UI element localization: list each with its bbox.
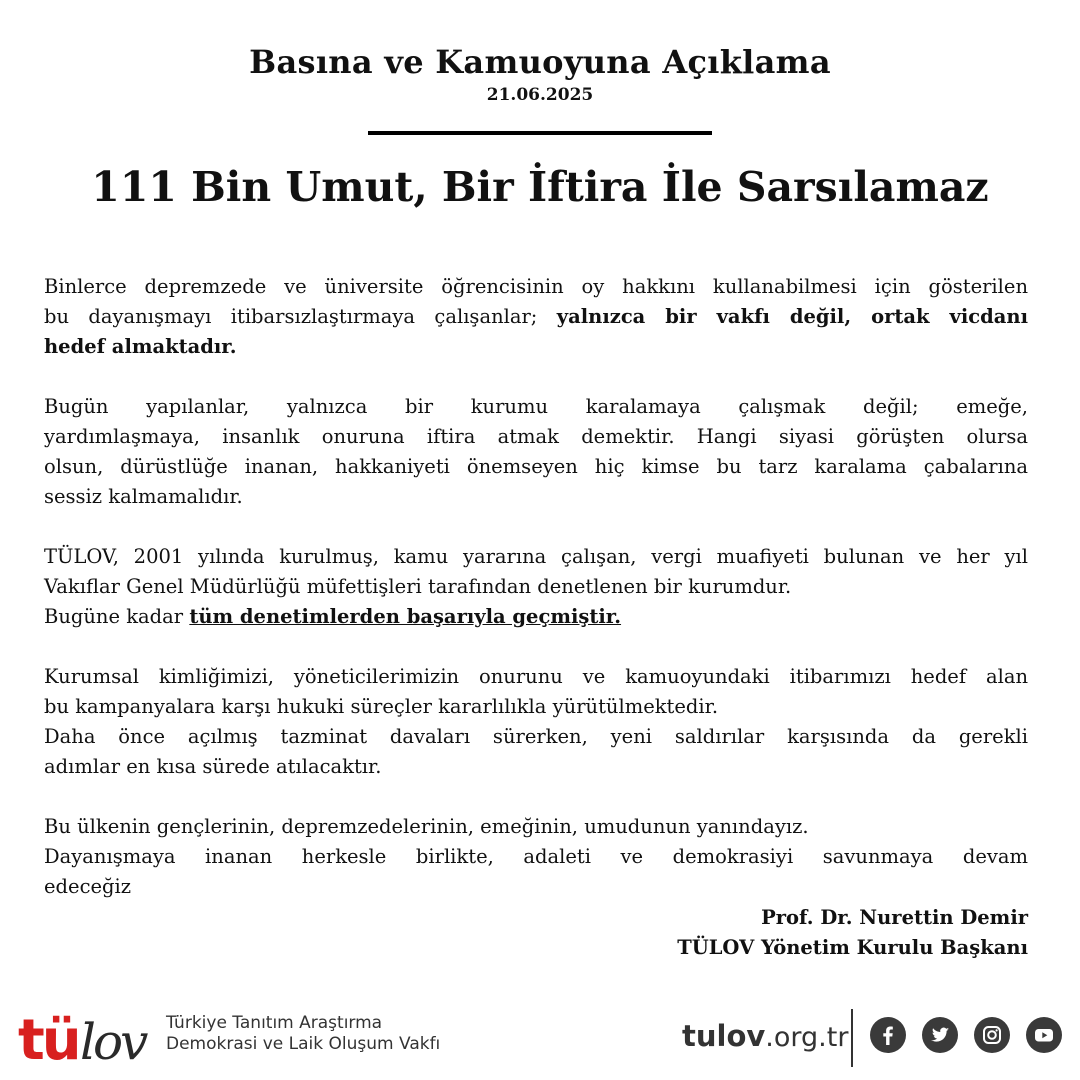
paragraph-line: Vakıflar Genel Müdürlüğü müfettişleri tarafından denetlenen bir kurumdur.: [44, 575, 792, 598]
paragraph-3: [44, 542, 1028, 632]
site-name: tulov: [682, 1019, 766, 1053]
twitter-icon[interactable]: [922, 1017, 958, 1053]
footer-divider: [851, 1009, 853, 1067]
svg-text:lov: lov: [80, 1013, 146, 1065]
signatory-name: Prof. Dr. Nurettin Demir: [761, 906, 1028, 929]
paragraph-line: edeceğiz: [44, 875, 132, 898]
paragraph-line: Binlerce depremzede ve üniversite öğrencisinin oy hakkını kullanabilmesi için gösterilen: [44, 275, 1028, 298]
statement-body: [44, 272, 1028, 932]
youtube-icon[interactable]: [1026, 1017, 1062, 1053]
paragraph-line: Bu ülkenin gençlerinin, depremzedelerinin, emeğinin, umudunun yanındayız.: [44, 815, 809, 838]
underlined-segment: tüm denetimlerden başarıyla geçmiştir.: [189, 605, 622, 628]
paragraph-line: TÜLOV, 2001 yılında kurulmuş, kamu yararına çalışan, vergi muafiyeti bulunan ve her yıl: [44, 545, 1028, 568]
facebook-icon[interactable]: [870, 1017, 906, 1053]
paragraph-line: [44, 302, 1028, 332]
tulov-logo-graphic: [18, 1005, 168, 1065]
signature-block: [677, 903, 1028, 963]
text-segment: bu dayanışmayı itibarsızlaştırmaya çalışanlar;: [44, 305, 557, 328]
foundation-name-line1: Türkiye Tanıtım Araştırma: [166, 1013, 383, 1033]
paragraph-line: Kurumsal kimliğimizi, yöneticilerimizin onurunu ve kamuoyundaki itibarımızı hedef alan: [44, 665, 1028, 688]
paragraph-5: [44, 812, 1028, 902]
paragraph-line: Daha önce açılmış tazminat davaları sürerken, yeni saldırılar karşısında da gerekli: [44, 725, 1028, 748]
website-link[interactable]: [682, 1019, 848, 1055]
headline: 111 Bin Umut, Bir İftira İle Sarsılamaz: [91, 163, 989, 211]
youtube-glyph: [1026, 1017, 1062, 1053]
paragraph-line: adımlar en kısa sürede atılacaktır.: [44, 755, 382, 778]
paragraph-line: Dayanışmaya inanan herkesle birlikte, adaleti ve demokrasiyi savunmaya devam: [44, 845, 1028, 868]
footer: [0, 1005, 1080, 1080]
paragraph-line: sessiz kalmamalıdır.: [44, 485, 243, 508]
twitter-glyph: [922, 1017, 958, 1053]
signatory-role: TÜLOV Yönetim Kurulu Başkanı: [677, 936, 1028, 959]
bold-segment: yalnızca bir vakfı değil, ortak vicdanı: [556, 305, 1028, 328]
statement-date: 21.06.2025: [486, 85, 594, 105]
svg-text:tü: tü: [18, 1008, 79, 1065]
statement-title: Basına ve Kamuoyuna Açıklama: [249, 43, 831, 81]
instagram-glyph: [974, 1017, 1010, 1053]
text-segment: Bugüne kadar: [44, 605, 190, 628]
site-tld: .org.tr: [765, 1022, 849, 1053]
foundation-name: [166, 1013, 440, 1055]
title-divider: [368, 131, 712, 135]
paragraph-4: [44, 662, 1028, 782]
paragraph-line: yardımlaşmaya, insanlık onuruna iftira atmak demektir. Hangi siyasi görüşten olursa: [44, 425, 1028, 448]
paragraph-line: olsun, dürüstlüğe inanan, hakkaniyeti önemseyen hiç kimse bu tarz karalama çabalarına: [44, 455, 1028, 478]
foundation-name-line2: Demokrasi ve Laik Oluşum Vakfı: [166, 1034, 441, 1054]
paragraph-line: [44, 602, 1028, 632]
paragraph-line: hedef almaktadır.: [44, 335, 237, 358]
paragraph-1: [44, 272, 1028, 362]
instagram-icon[interactable]: [974, 1017, 1010, 1053]
paragraph-line: Bugün yapılanlar, yalnızca bir kurumu karalamaya çalışmak değil; emeğe,: [44, 395, 1028, 418]
statement-header: [0, 40, 1080, 106]
paragraph-2: [44, 392, 1028, 512]
facebook-glyph: [870, 1017, 906, 1053]
tulov-logo[interactable]: [18, 1005, 168, 1065]
paragraph-line: bu kampanyalara karşı hukuki süreçler kararlılıkla yürütülmektedir.: [44, 695, 719, 718]
